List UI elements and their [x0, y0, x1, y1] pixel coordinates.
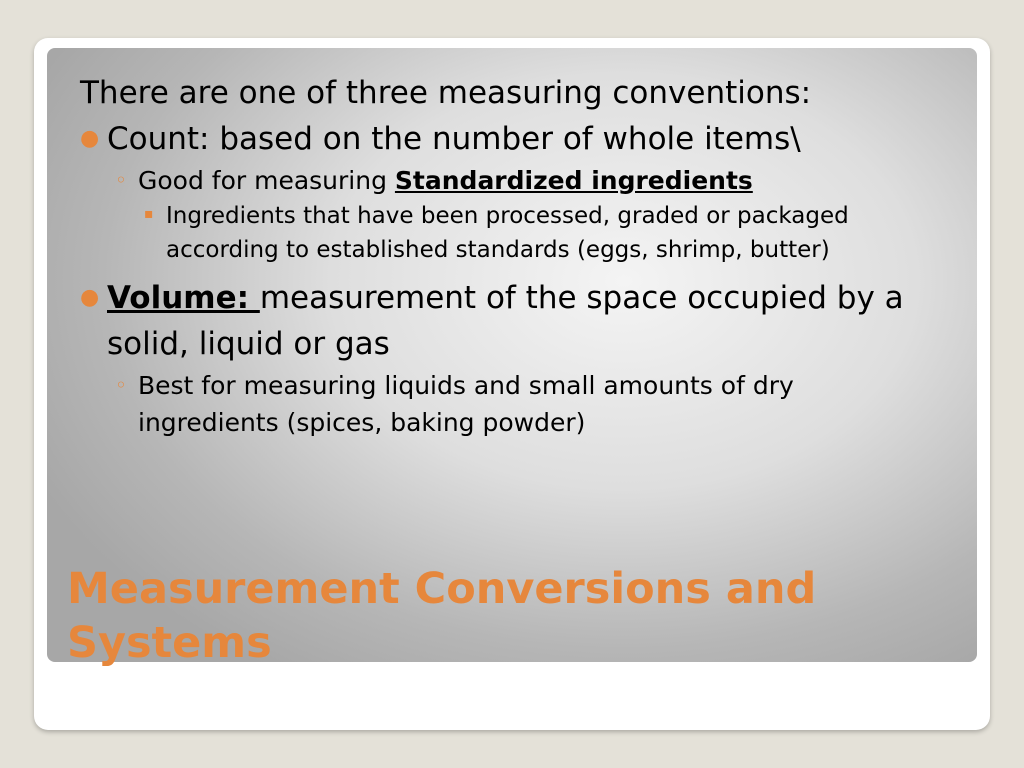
volume-sub-text: Best for measuring liquids and small amounts of dry ingredients (spices, baking powder): [138, 371, 794, 437]
filled-circle-bullet-icon: ●: [80, 126, 100, 151]
slide-title: Measurement Conversions and Systems: [67, 564, 817, 668]
standardized-ingredients-term: Standardized ingredients: [394, 166, 753, 195]
volume-text: measurement of the space occupied by a solid, liquid or gas: [107, 280, 904, 362]
filled-circle-bullet-icon: ●: [80, 285, 100, 310]
count-detail-text: Ingredients that have been processed, graded or packaged according to established standards (eggs, shrimp, butter): [166, 203, 849, 263]
bullet-count-sub: [80, 162, 970, 199]
hollow-circle-bullet-icon: ◦: [115, 373, 127, 397]
volume-term: Volume:: [107, 280, 260, 316]
slide-body: [80, 70, 970, 441]
intro-text: There are one of three measuring conventions:: [80, 75, 812, 111]
small-dot-bullet-icon: ▪: [144, 206, 154, 222]
count-text: Count: based on the number of whole items\: [107, 121, 801, 157]
bullet-count: [80, 116, 970, 162]
bullet-volume: [80, 275, 970, 367]
bullet-volume-sub: [80, 367, 938, 441]
hollow-circle-bullet-icon: ◦: [115, 168, 127, 192]
count-sub-prefix: Good for measuring: [138, 166, 395, 195]
bullet-count-detail: [80, 199, 926, 267]
